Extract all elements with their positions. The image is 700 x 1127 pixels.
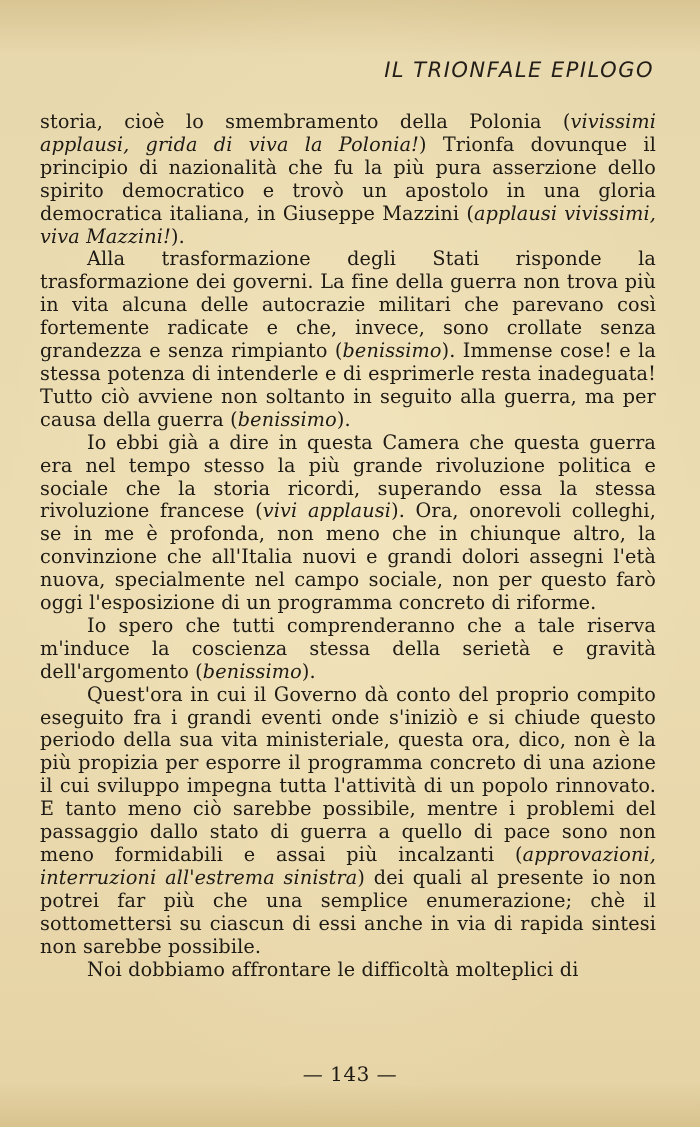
text-run: storia, cioè lo smembramento della Polonia ( — [40, 110, 571, 133]
applause-note: benissimo — [342, 339, 442, 363]
applause-note: vivissimi applausi, grida di viva la Polonia! — [40, 110, 656, 156]
applause-note: benissimo — [237, 407, 337, 431]
page-number: — 143 — — [302, 1062, 398, 1086]
paragraph — [40, 615, 656, 684]
applause-note: benissimo — [202, 659, 302, 683]
text-run: ). Immense cose! e la stessa potenza di intenderle e di esprimerle resta inadeguata! Tutto ciò avviene non soltanto in seguito alla guerra, ma per causa della guerra ( — [40, 339, 656, 431]
paragraph — [40, 959, 656, 982]
applause-note: approvazioni, interruzioni all'estrema sinistra — [40, 843, 656, 889]
text-run: Quest'ora in cui il Governo dà conto del proprio compito eseguito fra i grandi eventi onde s'iniziò e si chiude questo periodo della sua vita ministeriale, questa ora, dico, non è la più propizia per esporre il programma concreto di una azione il cui sviluppo impegna tutta l'attività di un popolo rinnovato. E tanto meno ciò sarebbe possibile, mentre i problemi del passaggio dallo stato di guerra a quello di pace sono non meno formidabili e assai più incalzanti ( — [40, 682, 656, 866]
text-run: Alla trasformazione degli Stati risponde la trasformazione dei governi. La fine della guerra non trova più in vita alcuna delle autocrazie militari che parevano così fortemente radicate e che, invece, sono crollate senza grandezza e senza rimpianto ( — [40, 247, 656, 363]
paragraph-continued — [40, 111, 656, 248]
body-text — [40, 111, 656, 981]
text-run: ) dei quali al presente io non potrei far più che una semplice enumerazione; chè il sottomettersi su ciascun di essi anche in via di rapida sintesi non sarebbe possibile. — [40, 865, 656, 958]
text-run: ). — [170, 224, 185, 248]
text-run: ). Ora, onorevoli colleghi, se in me è profonda, non meno che in chiunque altro, la convinzione che all'Italia nuovi e grandi dolori assegni l'età nuova, specialmente nel campo sociale, non per questo farò oggi l'esposizione di un programma concreto di riforme. — [40, 499, 656, 615]
text-run: ). — [336, 407, 351, 431]
paragraph — [40, 248, 656, 431]
paragraph — [40, 432, 656, 615]
text-run: ) Trionfa dovunque il principio di nazionalità che fu la più pura asserzione dello spirito democratico e trovò un apostolo in una gloria democratica italiana, in Giuseppe Mazzini ( — [40, 132, 656, 225]
text-run: Noi dobbiamo affrontare le difficoltà molteplici di — [87, 957, 579, 981]
text-run: Io spero che tutti comprenderanno che a tale riserva m'induce la coscienza stessa della serietà e gravità dell'argomento ( — [40, 613, 656, 683]
applause-note: vivi applausi — [262, 499, 392, 523]
running-head: IL TRIONFALE EPILOGO — [384, 58, 654, 82]
applause-note: applausi vivissimi, viva Mazzini! — [40, 201, 656, 248]
paragraph — [40, 684, 656, 959]
text-run: ). — [301, 659, 316, 683]
text-run: Io ebbi già a dire in questa Camera che questa guerra era nel tempo stesso la più grande rivoluzione politica e sociale che la storia ricordi, superando essa la stessa rivoluzione francese ( — [40, 430, 656, 523]
